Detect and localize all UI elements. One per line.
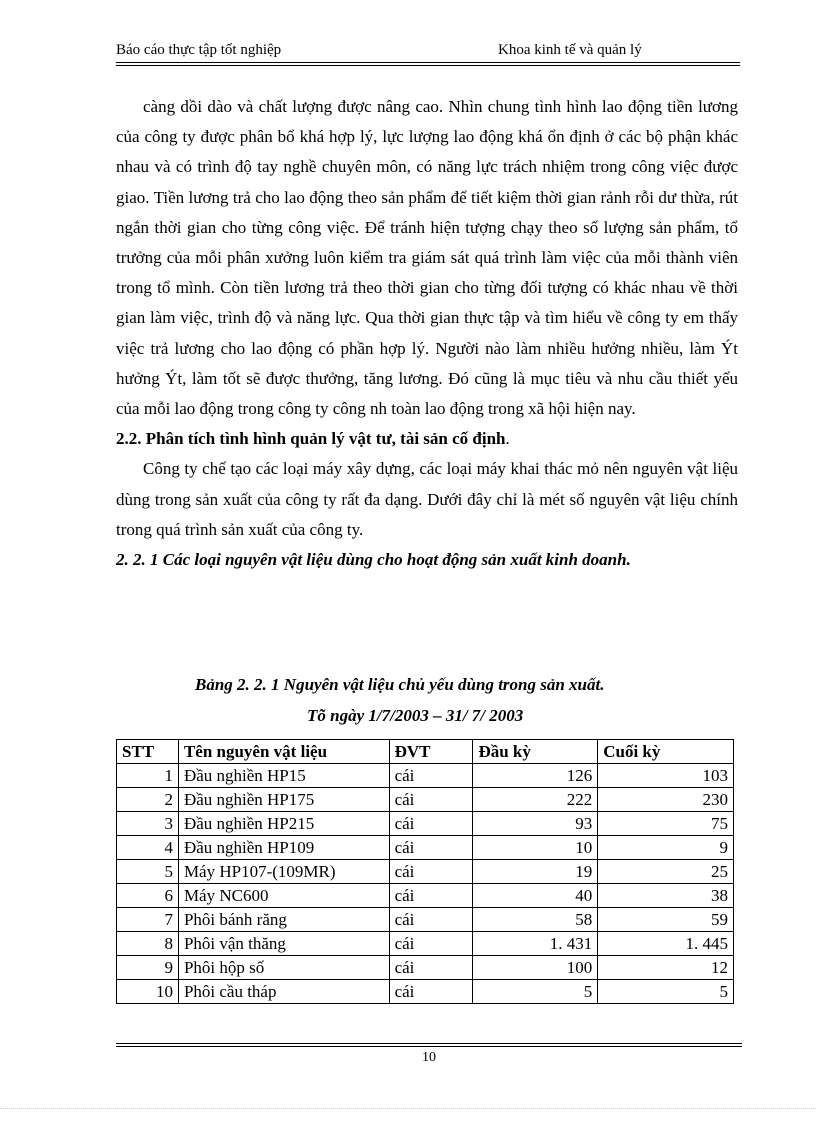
cell-material-name: Đầu nghiền HP15 — [178, 764, 389, 788]
cell-opening: 93 — [473, 812, 598, 836]
table-header-row — [117, 740, 734, 764]
cell-stt: 9 — [117, 956, 179, 980]
cell-stt: 10 — [117, 980, 179, 1004]
cell-stt: 1 — [117, 764, 179, 788]
header-faculty: Khoa kinh tế và quản lý — [498, 42, 642, 58]
cell-unit: cái — [389, 860, 473, 884]
cell-opening: 19 — [473, 860, 598, 884]
table-row — [117, 764, 734, 788]
header-stt: STT — [117, 740, 179, 764]
cell-unit: cái — [389, 932, 473, 956]
cell-closing: 12 — [598, 956, 734, 980]
header-closing: Cuối kỳ — [598, 740, 734, 764]
cell-unit: cái — [389, 956, 473, 980]
cell-stt: 5 — [117, 860, 179, 884]
cell-closing: 9 — [598, 836, 734, 860]
cell-opening: 40 — [473, 884, 598, 908]
paragraph-materials-intro: Công ty chế tạo các loại máy xây dựng, các loại máy khai thác mỏ nên nguyên vật liệu dùng trong sản xuất của công ty rất đa dạng. Dưới đây chỉ là mét số nguyên vật liệu chính trong quá trình sản xuất của công ty. — [116, 459, 738, 539]
cell-closing: 75 — [598, 812, 734, 836]
page-bottom-border — [0, 1108, 816, 1109]
cell-material-name: Đầu nghiền HP109 — [178, 836, 389, 860]
page-header — [116, 40, 736, 62]
cell-opening: 58 — [473, 908, 598, 932]
cell-closing: 25 — [598, 860, 734, 884]
footer-rule — [116, 1043, 742, 1044]
table-period: Tõ ngày 1/7/2003 – 31/ 7/ 2003 — [307, 706, 524, 725]
header-rule-double — [116, 65, 740, 66]
cell-closing: 38 — [598, 884, 734, 908]
cell-stt: 6 — [117, 884, 179, 908]
cell-material-name: Phôi vận thăng — [178, 932, 389, 956]
cell-stt: 4 — [117, 836, 179, 860]
cell-stt: 8 — [117, 932, 179, 956]
cell-unit: cái — [389, 980, 473, 1004]
cell-unit: cái — [389, 764, 473, 788]
table-row — [117, 788, 734, 812]
page-number: 10 — [422, 1050, 436, 1065]
cell-material-name: Phôi bánh răng — [178, 908, 389, 932]
table-row — [117, 884, 734, 908]
cell-unit: cái — [389, 788, 473, 812]
header-report-title: Báo cáo thực tập tốt nghiệp — [116, 42, 282, 58]
cell-unit: cái — [389, 836, 473, 860]
cell-opening: 5 — [473, 980, 598, 1004]
cell-stt: 2 — [117, 788, 179, 812]
footer-rule-double — [116, 1046, 742, 1047]
cell-material-name: Đầu nghiền HP175 — [178, 788, 389, 812]
subsection-heading: 2. 2. 1 Các loại nguyên vật liệu dùng cho hoạt động sản xuất kinh doanh. — [116, 550, 631, 570]
table-caption: Bảng 2. 2. 1 Nguyên vật liệu chủ yếu dùng trong sản xuất. — [195, 675, 605, 694]
cell-material-name: Phôi hộp số — [178, 956, 389, 980]
materials-table — [116, 739, 734, 1004]
cell-closing: 59 — [598, 908, 734, 932]
cell-stt: 3 — [117, 812, 179, 836]
cell-material-name: Đầu nghiền HP215 — [178, 812, 389, 836]
paragraph-labor-wages: càng dồi dào và chất lượng được nâng cao. Nhìn chung tình hình lao động tiền lương của công ty được phân bổ khá hợp lý, lực lượng lao động khá ổn định ở các bộ phận khác nhau và có trình độ tay nghề chuyên môn, có năng lực trách nhiệm trong công việc được giao. Tiền lương trả cho lao động theo sản phẩm để tiết kiệm thời gian rảnh rỗi dư thừa, rút ngắn thời gian cho từng công việc. Để tránh hiện tượng chạy theo số lượng sản phẩm, tổ trưởng của mỗi phân xưởng luôn kiểm tra giám sát quá trình làm việc của mỗi thành viên trong tổ mình. Còn tiền lương trả theo thời gian cho từng đối tượng có khác nhau về thời gian làm việc, trình độ và năng lực. Qua thời gian thực tập và tìm hiểu về công ty em thấy việc trả lương cho lao động có phần hợp lý. Người nào làm nhiều hưởng nhiều, làm Ýt hưởng Ýt, làm tốt sẽ được thưởng, tăng lương. Đó cũng là mục tiêu và nhu cầu thiết yếu của mỗi lao động trong công ty công nh toàn lao động trong xã hội hiện nay. — [116, 97, 738, 419]
cell-closing: 230 — [598, 788, 734, 812]
header-opening: Đầu kỳ — [473, 740, 598, 764]
header-rule — [116, 62, 740, 63]
table-row — [117, 836, 734, 860]
cell-closing: 1. 445 — [598, 932, 734, 956]
section-heading — [116, 424, 738, 454]
section-heading-period: . — [505, 429, 510, 449]
cell-opening: 1. 431 — [473, 932, 598, 956]
cell-unit: cái — [389, 812, 473, 836]
cell-closing: 103 — [598, 764, 734, 788]
cell-opening: 10 — [473, 836, 598, 860]
table-row — [117, 860, 734, 884]
table-row — [117, 812, 734, 836]
cell-unit: cái — [389, 884, 473, 908]
table-row — [117, 956, 734, 980]
cell-opening: 100 — [473, 956, 598, 980]
header-material-name: Tên nguyên vật liệu — [178, 740, 389, 764]
table-row — [117, 980, 734, 1004]
cell-opening: 126 — [473, 764, 598, 788]
table-row — [117, 908, 734, 932]
body-text — [116, 92, 738, 575]
cell-opening: 222 — [473, 788, 598, 812]
cell-stt: 7 — [117, 908, 179, 932]
section-heading-text: 2.2. Phân tích tình hình quản lý vật tư, tài sản cố định — [116, 429, 506, 449]
table-row — [117, 932, 734, 956]
cell-material-name: Phôi cầu tháp — [178, 980, 389, 1004]
cell-material-name: Máy HP107-(109MR) — [178, 860, 389, 884]
table-body — [117, 764, 734, 1004]
cell-unit: cái — [389, 908, 473, 932]
cell-closing: 5 — [598, 980, 734, 1004]
cell-material-name: Máy NC600 — [178, 884, 389, 908]
header-unit: ĐVT — [389, 740, 473, 764]
